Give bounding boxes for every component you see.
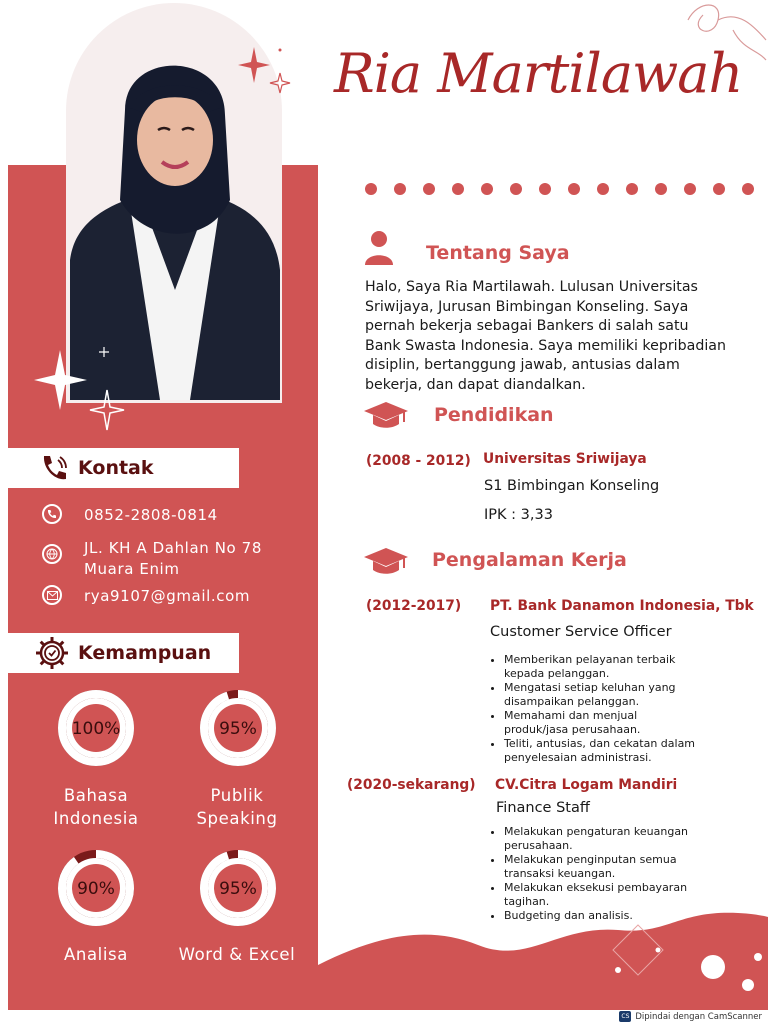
job-role: Customer Service Officer — [490, 624, 672, 640]
duty-line: Mengatasi setiap keluhan yang — [504, 681, 676, 694]
skill-label-line: Bahasa — [63, 786, 129, 805]
skill-ring-publik-speaking — [196, 686, 280, 770]
about-line: bekerja, dan dapat diandalkan. — [365, 376, 586, 393]
divider-dot — [742, 183, 754, 195]
skill-percent: 95% — [219, 879, 257, 899]
skill-label-analisa — [36, 943, 156, 966]
skill-percent: 90% — [77, 879, 115, 899]
divider-dot — [626, 183, 638, 195]
duty-line: disampaikan pelanggan. — [504, 695, 640, 708]
duty-line: Melakukan penginputan semua — [504, 853, 677, 866]
job-company: PT. Bank Danamon Indonesia, Tbk — [490, 598, 754, 614]
graduation-cap-icon — [363, 546, 409, 576]
duty-item — [504, 653, 744, 681]
skills-section-header — [8, 633, 239, 673]
education-title: Pendidikan — [434, 404, 554, 426]
skill-ring-word-excel — [196, 846, 280, 930]
phone-circle-icon — [42, 504, 62, 524]
skills-title: Kemampuan — [78, 642, 212, 664]
divider-dot — [684, 183, 696, 195]
email-icon — [42, 585, 62, 605]
job-company: CV.Citra Logam Mandiri — [495, 777, 678, 793]
contact-section-header — [8, 448, 239, 488]
duty-line: Melakukan eksekusi pembayaran — [504, 881, 688, 894]
skill-label-line: Publik — [210, 786, 264, 805]
divider-dot — [597, 183, 609, 195]
duty-item — [504, 681, 744, 709]
duty-item — [504, 853, 744, 881]
divider-dot — [365, 183, 377, 195]
sparkle-icon — [236, 45, 296, 100]
duty-line: transaksi keuangan. — [504, 867, 616, 880]
duty-line: perusahaan. — [504, 839, 573, 852]
contact-title: Kontak — [78, 457, 154, 479]
duty-line: Budgeting dan analisis. — [504, 909, 633, 922]
divider-dot — [568, 183, 580, 195]
duty-item — [504, 737, 744, 765]
graduation-cap-icon — [363, 400, 409, 430]
duty-line: Memahami dan menjual — [504, 709, 638, 722]
education-years: (2008 - 2012) — [366, 453, 471, 469]
divider-dot — [394, 183, 406, 195]
job-years: (2020-sekarang) — [347, 777, 476, 793]
job-role: Finance Staff — [496, 800, 590, 816]
duty-line: produk/jasa perusahaan. — [504, 723, 641, 736]
divider-dot — [481, 183, 493, 195]
job-years: (2012-2017) — [366, 598, 462, 614]
duty-line: Memberikan pelayanan terbaik — [504, 653, 676, 666]
skill-label-word-excel — [172, 943, 302, 966]
duty-item — [504, 709, 744, 737]
experience-title: Pengalaman Kerja — [432, 549, 627, 571]
duty-line: kepada pelanggan. — [504, 667, 610, 680]
duty-line: Teliti, antusias, dan cekatan dalam — [504, 737, 696, 750]
skill-ring-bahasa-indonesia — [54, 686, 138, 770]
divider-dot — [423, 183, 435, 195]
skill-label-bahasa-indonesia — [36, 784, 156, 830]
skill-ring-analisa — [54, 846, 138, 930]
divider-dot — [510, 183, 522, 195]
address — [84, 538, 262, 580]
sparkle-icon — [32, 345, 127, 435]
divider-dot — [713, 183, 725, 195]
person-icon — [364, 230, 394, 266]
camscanner-watermark — [619, 1011, 762, 1022]
about-line: disiplin, bertanggung jawab, antusias dalam — [365, 357, 680, 373]
duty-line: tagihan. — [504, 895, 550, 908]
phone-number[interactable]: 0852-2808-0814 — [84, 506, 218, 524]
camscanner-text: Dipindai dengan CamScanner — [635, 1011, 762, 1022]
globe-icon — [42, 544, 62, 564]
divider-dot — [539, 183, 551, 195]
duty-item — [504, 825, 744, 853]
wave-decoration — [318, 905, 768, 1010]
about-text — [365, 278, 760, 395]
phone-icon — [38, 452, 70, 484]
camscanner-logo: CS — [621, 1013, 630, 1020]
skill-label-line: Analisa — [64, 945, 128, 964]
about-line: pernah bekerja sebagai Bankers di salah satu — [365, 318, 689, 334]
skill-label-publik-speaking — [177, 784, 297, 830]
about-line: Bank Swasta Indonesia. Saya memiliki kepribadian — [365, 337, 726, 354]
address-line-1: JL. KH A Dahlan No 78 — [84, 539, 262, 557]
education-school: Universitas Sriwijaya — [483, 451, 647, 467]
about-line: Halo, Saya Ria Martilawah. Lulusan Universitas — [365, 279, 698, 295]
skill-label-line: Indonesia — [53, 809, 139, 828]
email-address[interactable]: rya9107@gmail.com — [84, 587, 251, 605]
skill-label-line: Word & Excel — [178, 945, 296, 964]
divider-dot — [655, 183, 667, 195]
about-title: Tentang Saya — [426, 242, 570, 264]
skill-percent: 95% — [219, 719, 257, 739]
about-line: Sriwijaya, Jurusan Bimbingan Konseling. Saya — [365, 298, 689, 315]
job-duties — [490, 653, 744, 765]
full-name: Ria Martilawah — [334, 42, 743, 105]
divider-dot — [452, 183, 464, 195]
skill-label-line: Speaking — [196, 809, 278, 828]
duty-line: Melakukan pengaturan keuangan — [504, 825, 689, 838]
education-major: S1 Bimbingan Konseling — [484, 478, 660, 494]
gear-icon — [34, 635, 70, 671]
duty-line: penyelesaian administrasi. — [504, 751, 652, 764]
education-gpa: IPK : 3,33 — [484, 507, 553, 523]
address-line-2: Muara Enim — [84, 560, 180, 578]
skill-percent: 100% — [71, 719, 121, 739]
